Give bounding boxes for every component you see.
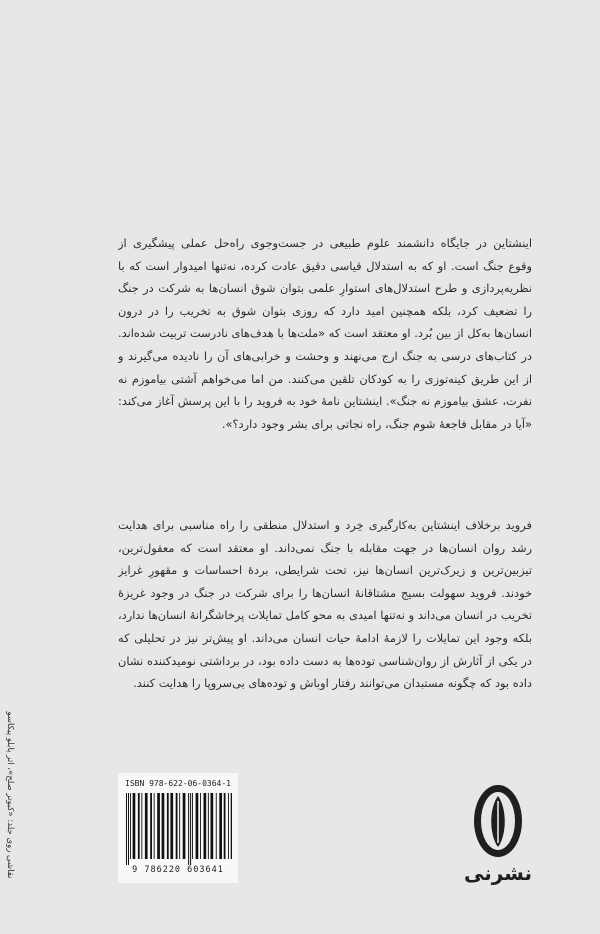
text-line: انسان‌ها به‌کل از بین بُرد. او معتقد است که «ملت‌ها با هدف‌های نادرست تربیت شده‌اند. — [118, 326, 532, 341]
text-line: اینشتاین در جایگاه دانشمند علوم طبیعی در جست‌وجوی راه‌حل عملی پیشگیری از — [118, 236, 532, 250]
text-line: وقوع جنگ است. او که به استدلال قیاسی دقیق عادت کرده، نه‌تنها امیدوار است که با — [118, 258, 532, 273]
text-line: در کتاب‌های درسی به جنگ ارج می‌نهند و وحشت و خرابی‌های آن را نادیده می‌گیرند و — [118, 348, 532, 363]
text-line: داده بود که چگونه مستبدان می‌توانند رفتار اوباش و توده‌های بی‌سروپا را هدایت کنند. — [133, 676, 532, 691]
publisher-name: نشرنی — [463, 861, 533, 885]
paragraph-freud — [118, 514, 532, 695]
publisher-logo — [457, 783, 539, 893]
paragraph-einstein — [118, 232, 532, 435]
text-line: نظریه‌پردازی و طرح استدلال‌های استوارِ علمی بتوان شوق انسان‌ها به شرکت در جنگ — [118, 281, 532, 296]
text-line: بلکه وجود این تمایلات را لازمهٔ ادامهٔ حیات انسان می‌داند. او پیش‌تر نیز در تحلیلی که — [118, 630, 532, 645]
reed-seed-logo-icon — [457, 783, 539, 861]
text-line: را تضعیف کرد، بلکه همچنین امید دارد که روزی بتوان شوق به تخریب را در درون — [118, 303, 532, 318]
text-line: خودند. فروید سهولت بسیج مشتاقانهٔ انسان‌ها را برای شرکت در جنگ در وجود غریزهٔ — [118, 585, 532, 600]
text-line: تیزبین‌ترین و زیرک‌ترین انسان‌ها نیز، تحت شرایطی، بردهٔ احساسات و مقهورِ غرایز — [118, 563, 532, 578]
text-line: در یکی از آثارش از روان‌شناسی توده‌ها به دست داده بود، در برداشتی نومیدکننده نشان — [118, 653, 532, 668]
text-line: نفرت، عشق بیاموزم نه جنگ». اینشتاین نامهٔ خود به فروید را با این پرسش آغاز می‌کند: — [118, 394, 532, 409]
text-line: تخریب در انسان می‌داند و نه‌تنها امیدی به محو کامل تمایلات پرخاشگرانهٔ انسان‌ها ندارد، — [118, 608, 532, 623]
cover-art-credit-text: نقاشی روی جلد: «کبوتر صلح»، اثر پابلو پیکاسو — [5, 711, 15, 879]
isbn-label: ISBN 978-622-06-0364-1 — [125, 779, 231, 788]
barcode-digits: 9 786220 603641 — [132, 865, 224, 875]
isbn-barcode — [118, 773, 238, 883]
text-line: «آیا در مقابل فاجعهٔ شوم جنگ، راه نجاتی برای بشر وجود دارد؟». — [221, 416, 532, 431]
text-line: رشد روان انسان‌ها در جهت مقابله با جنگ نمی‌داند. او معتقد است که معقول‌ترین، — [118, 540, 532, 555]
text-line: از این طریق کینه‌توزی را به کودکان تلقین می‌کنند. من اما می‌خواهم آشتی بیاموزم نه — [118, 371, 532, 386]
barcode-icon — [124, 793, 232, 865]
cover-art-credit — [0, 700, 20, 900]
text-line: فروید برخلاف اینشتاین به‌کارگیری خِرد و استدلال منطقی را راه مناسبی برای هدایت — [118, 518, 532, 532]
